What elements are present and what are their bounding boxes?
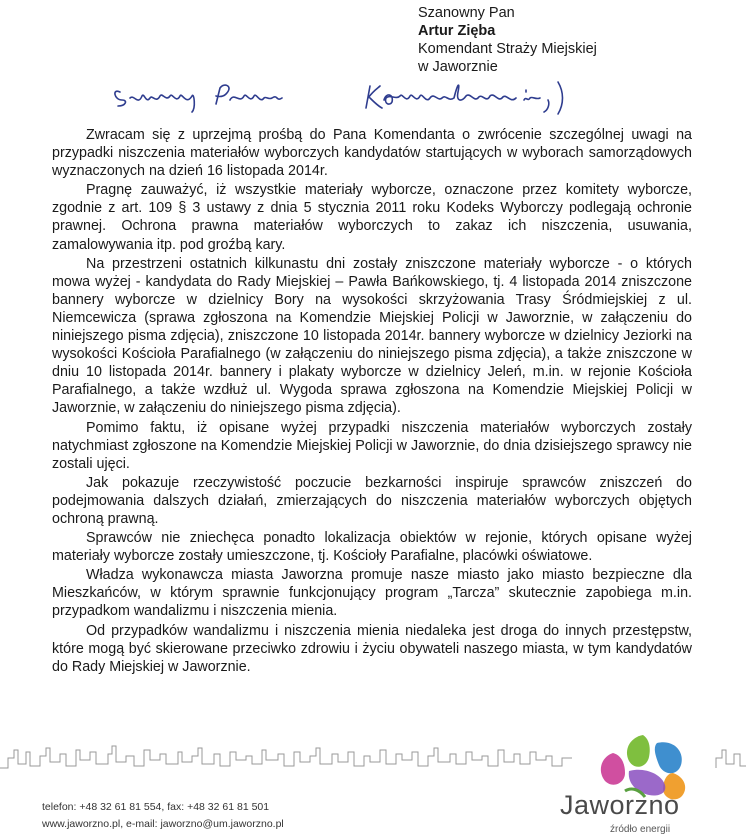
paragraph: Pomimo faktu, iż opisane wyżej przypadki niszczenia materiałów wyborczych zostały natychmiast zgłoszone na Komendzie Miejskiej Policji w Jaworznie, do dnia dzisiejszego sprawcy nie zostali ujęci. (52, 419, 692, 472)
logo-name: Jaworzno (560, 790, 680, 820)
letter-body (52, 126, 692, 677)
paragraph: Władza wykonawcza miasta Jaworzna promuje nasze miasto jako miasto bezpieczne dla Mieszkańców, w którym sprawnie funkcjonujący program „Tarcza” skutecznie zapobiega m.in. przypadkom wandalizmu i niszczenia mienia. (52, 567, 692, 620)
handwriting-ink (112, 78, 592, 118)
footer-phone-fax: telefon: +48 32 61 81 554, fax: +48 32 61 81 501 (42, 801, 270, 813)
paragraph: Jak pokazuje rzeczywistość poczucie bezkarności inspiruje sprawców zniszczeń do podejmowania dalszych działań, zmierzających do niszczenia materiałów wyborczych objętych ochroną prawną. (52, 474, 692, 527)
logo-tagline: źródło energii (610, 824, 671, 835)
paragraph: Zwracam się z uprzejmą prośbą do Pana Komendanta o zwrócenie szczególnej uwagi na przypadki niszczenia materiałów wyborczych kandydatów startujących w wyborach samorządowych wyznaczonych na dzień 16 listopada 2014r. (52, 127, 692, 180)
footer-contact (42, 799, 284, 833)
paragraph: Na przestrzeni ostatnich kilkunastu dni zostały zniszczone materiały wyborcze - o których mowa wyżej - kandydata do Rady Miejskiej – Pawła Bańkowskiego, tj. 4 listopada 2014 zniszczone bannery wyborcze w dzielnicy Bory na wysokości skrzyżowania Trasy Śródmiejskiej z ul. Niemcewicza (sprawa zgłoszona na Komendzie Miejskiej Policji w Jaworznie, w załączeniu do niniejszego pisma zdjęcia), zniszczone 10 listopada 2014r. bannery wyborcze w dzielnicy Jeziorki na wysokości Kościoła Parafialnego (w załączeniu do niniejszego pisma zdjęcia), a także zniszczone w dniu 10 listopada 2014r. bannery i plakaty wyborcze w dzielnicy Jeleń, m.in. w rejonie Kościoła Parafialnego, a także wzdłuż ul. Wygoda sprawa zgłoszona na Komendzie Miejskiej Policji w Jaworznie, w załączeniu do niniejszego pisma zdjęcia). (52, 255, 692, 417)
paragraph: Sprawców nie zniechęca ponadto lokalizacja obiektów w rejonie, których opisane wyżej materiały wyborcze zostały umieszczone, tj. Kościoły Parafialne, placówki oświatowe. (52, 530, 692, 565)
recipient-place: w Jaworznie (418, 59, 498, 75)
recipient-title: Komendant Straży Miejskiej (418, 41, 597, 57)
recipient-name: Artur Zięba (418, 23, 496, 39)
recipient-line1: Szanowny Pan (418, 5, 515, 21)
paragraph: Od przypadków wandalizmu i niszczenia mienia niedaleka jest droga do innych przestępstw, które mogą być skierowane przeciwko zdrowiu i życiu obywateli naszego miasta, w tym kandydatów do Rady Miejskiej w Jaworznie. (52, 622, 692, 675)
footer-web-email: www.jaworzno.pl, e-mail: jaworzno@um.jaworzno.pl (42, 818, 284, 830)
paragraph: Pragnę zauważyć, iż wszystkie materiały wyborcze, oznaczone przez komitety wyborcze, zgodnie z art. 109 § 3 ustawy z dnia 5 stycznia 2011 roku Kodeks Wyborczy podlegają ochronie prawnej. Ochrona prawna materiałów wyborczych to zakaz ich niszczenia, usuwania, zamalowywania itp. pod groźbą kary. (52, 182, 692, 253)
handwritten-salutation (112, 78, 592, 118)
recipient-block (418, 4, 597, 76)
